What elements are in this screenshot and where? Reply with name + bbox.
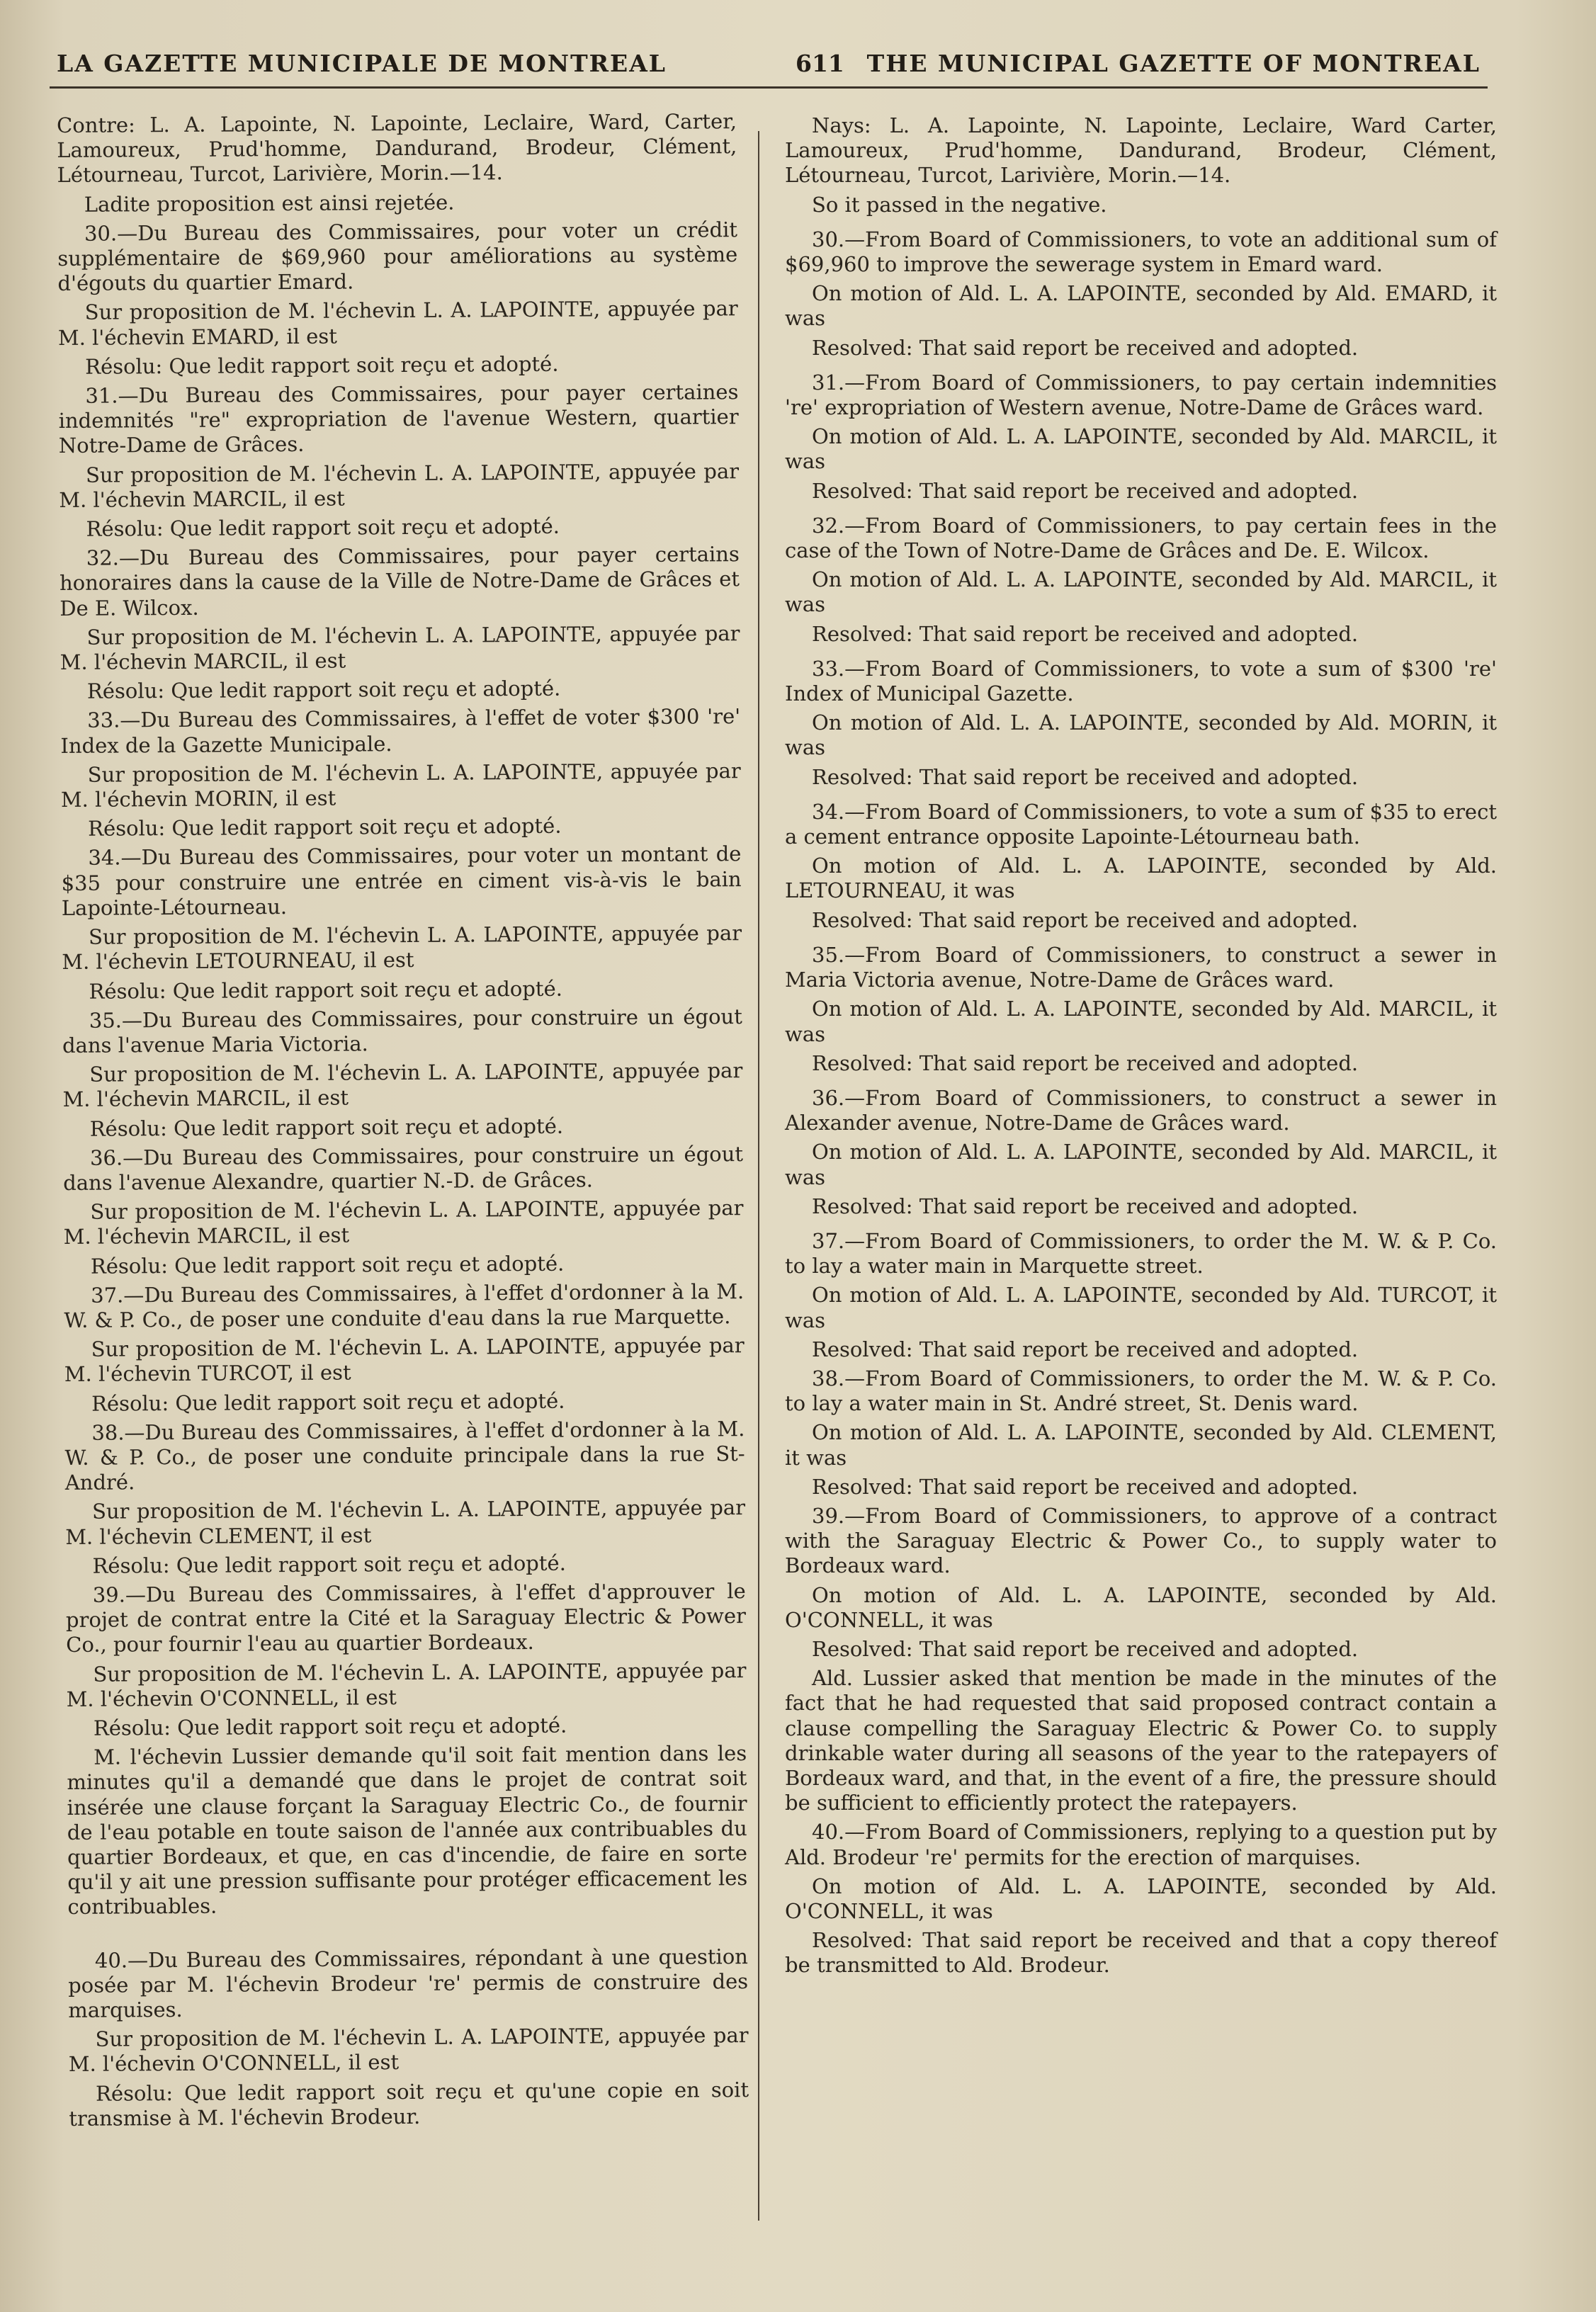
paragraph: 31.—Du Bureau des Commissaires, pour payer certaines indemnités "re" expropriation de l'avenue Western, quartier Notre-Dame de Grâces. — [58, 380, 739, 458]
paragraph: 36.—Du Bureau des Commissaires, pour construire un égout dans l'avenue Alexandre, quartier N.-D. de Grâces. — [63, 1141, 744, 1195]
english-column — [785, 113, 1497, 1983]
paragraph: On motion of Ald. L. A. LAPOINTE, seconded by Ald. LETOURNEAU, it was — [785, 854, 1497, 903]
paragraph: On motion of Ald. L. A. LAPOINTE, seconded by Ald. MARCIL, it was — [785, 424, 1497, 474]
paragraph: Sur proposition de M. l'échevin L. A. LAPOINTE, appuyée par M. l'échevin EMARD, il est — [57, 296, 738, 350]
paragraph: Résolu: Que ledit rapport soit reçu et adopté. — [86, 514, 560, 541]
paragraph: 38.—From Board of Commissioners, to order the M. W. & P. Co. to lay a water main in St. André street, St. Denis ward. — [785, 1366, 1497, 1416]
paragraph: Resolved: That said report be received and adopted. — [812, 1474, 1359, 1499]
paragraph: 32.—Du Bureau des Commissaires, pour payer certains honoraires dans la cause de la Ville de Notre-Dame de Grâces et De E. Wilcox. — [59, 542, 740, 620]
paragraph: Résolu: Que ledit rapport soit reçu et adopté. — [85, 351, 559, 379]
paragraph: Sur proposition de M. l'échevin L. A. LAPOINTE, appuyée par M. l'échevin MARCIL, il est — [62, 1058, 743, 1112]
paragraph: 31.—From Board of Commissioners, to pay certain indemnities 're' expropriation of Western avenue, Notre-Dame de Grâces ward. — [785, 370, 1497, 420]
paragraph: Resolved: That said report be received and adopted. — [812, 621, 1359, 646]
paragraph: Resolved: That said report be received and adopted. — [812, 907, 1359, 932]
header-rule — [50, 86, 1488, 89]
paragraph: Contre: L. A. Lapointe, N. Lapointe, Leclaire, Ward, Carter, Lamoureux, Prud'homme, Dandurand, Brodeur, Clément, Létourneau, Turcot, Larivière, Morin.—14. — [57, 109, 737, 188]
paragraph: On motion of Ald. L. A. LAPOINTE, seconded by Ald. EMARD, it was — [785, 281, 1497, 331]
paragraph: Résolu: Que ledit rapport soit reçu et adopté. — [92, 1551, 566, 1578]
paragraph: Resolved: That said report be received and adopted. — [812, 335, 1359, 360]
paragraph: Sur proposition de M. l'échevin L. A. LAPOINTE, appuyée par M. l'échevin LETOURNEAU, il est — [62, 921, 742, 975]
paragraph: On motion of Ald. L. A. LAPOINTE, seconded by Ald. CLEMENT, it was — [785, 1420, 1497, 1470]
paragraph: 30.—Du Bureau des Commissaires, pour voter un crédit supplémentaire de $69,960 pour améliorations au système d'égouts du quartier Emard. — [57, 217, 738, 296]
paragraph: Résolu: Que ledit rapport soit reçu et adopté. — [91, 1388, 565, 1416]
paragraph: Sur proposition de M. l'échevin L. A. LAPOINTE, appuyée par M. l'échevin TURCOT, il est — [64, 1333, 745, 1387]
page-header — [57, 44, 1481, 86]
paragraph: 36.—From Board of Commissioners, to construct a sewer in Alexander avenue, Notre-Dame de Grâces ward. — [785, 1085, 1497, 1135]
paragraph: On motion of Ald. L. A. LAPOINTE, seconded by Ald. TURCOT, it was — [785, 1283, 1497, 1332]
paragraph: 37.—Du Bureau des Commissaires, à l'effet d'ordonner à la M. W. & P. Co., de poser une conduite d'eau dans la rue Marquette. — [64, 1279, 745, 1332]
paragraph: Resolved: That said report be received and adopted. — [812, 1337, 1359, 1361]
paragraph: On motion of Ald. L. A. LAPOINTE, seconded by Ald. O'CONNELL, it was — [785, 1874, 1497, 1923]
paragraph: Résolu: Que ledit rapport soit reçu et adopté. — [88, 813, 562, 842]
paragraph: On motion of Ald. L. A. LAPOINTE, seconded by Ald. O'CONNELL, it was — [785, 1582, 1497, 1632]
paragraph: So it passed in the negative. — [812, 192, 1107, 217]
paragraph: On motion of Ald. L. A. LAPOINTE, seconded by Ald. MARCIL, it was — [785, 567, 1497, 617]
paragraph: Sur proposition de M. l'échevin L. A. LAPOINTE, appuyée par M. l'échevin MORIN, il est — [60, 758, 741, 812]
paragraph: Resolved: That said report be received and adopted. — [812, 1194, 1359, 1218]
paragraph: On motion of Ald. L. A. LAPOINTE, seconded by Ald. MARCIL, it was — [785, 997, 1497, 1046]
paragraph: Resolved: That said report be received and adopted. — [812, 764, 1359, 789]
paragraph: Nays: L. A. Lapointe, N. Lapointe, Leclaire, Ward Carter, Lamoureux, Prud'homme, Dandurand, Brodeur, Clément, Létourneau, Turcot, Larivière, Morin.—14. — [785, 113, 1497, 188]
paragraph: 39.—From Board of Commissioners, to approve of a contract with the Saraguay Electric & Power Co., to supply water to Bordeaux ward. — [785, 1503, 1497, 1578]
paragraph: Sur proposition de M. l'échevin L. A. LAPOINTE, appuyée par M. l'échevin CLEMENT, il est — [65, 1495, 746, 1549]
paragraph: Résolu: Que ledit rapport soit reçu et adopté. — [86, 676, 561, 704]
paragraph: Ladite proposition est ainsi rejetée. — [84, 190, 455, 217]
paragraph: Sur proposition de M. l'échevin L. A. LAPOINTE, appuyée par M. l'échevin MARCIL, il est — [63, 1196, 744, 1250]
paragraph: Sur proposition de M. l'échevin L. A. LAPOINTE, appuyée par M. l'échevin MARCIL, il est — [59, 458, 740, 512]
paragraph: 34.—From Board of Commissioners, to vote a sum of $35 to erect a cement entrance opposite Lapointe-Létourneau bath. — [785, 799, 1497, 849]
paragraph: 33.—From Board of Commissioners, to vote a sum of $300 're' Index of Municipal Gazette. — [785, 656, 1497, 706]
column-divider — [758, 131, 759, 2221]
page-number: 611 — [796, 50, 844, 77]
paragraph: Sur proposition de M. l'échevin L. A. LAPOINTE, appuyée par M. l'échevin O'CONNELL, il est — [68, 2023, 749, 2077]
paragraph: Résolu: Que ledit rapport soit reçu et adopté. — [90, 1251, 565, 1279]
paragraph: 35.—Du Bureau des Commissaires, pour construire un égout dans l'avenue Maria Victoria. — [62, 1004, 742, 1058]
paragraph: 30.—From Board of Commissioners, to vote an additional sum of $69,960 to improve the sewerage system in Emard ward. — [785, 227, 1497, 277]
paragraph: 35.—From Board of Commissioners, to construct a sewer in Maria Victoria avenue, Notre-Dame de Grâces ward. — [785, 942, 1497, 992]
paragraph: 40.—Du Bureau des Commissaires, répondant à une question posée par M. l'échevin Brodeur 're' permis de construire des marquises. — [68, 1944, 749, 2022]
header-left-title: LA GAZETTE MUNICIPALE DE MONTREAL — [57, 50, 667, 77]
paragraph: On motion of Ald. L. A. LAPOINTE, seconded by Ald. MORIN, it was — [785, 710, 1497, 760]
paragraph: 32.—From Board of Commissioners, to pay certain fees in the case of the Town of Notre-Dame de Grâces and De. E. Wilcox. — [785, 513, 1497, 563]
paragraph: Résolu: Que ledit rapport soit reçu et adopté. — [93, 1713, 567, 1740]
paragraph: 37.—From Board of Commissioners, to order the M. W. & P. Co. to lay a water main in Marquette street. — [785, 1228, 1497, 1279]
paragraph: Resolved: That said report be received and adopted. — [812, 1636, 1359, 1661]
paragraph: 38.—Du Bureau des Commissaires, à l'effet d'ordonner à la M. W. & P. Co., de poser une conduite principale dans la rue St-André. — [64, 1416, 745, 1495]
paragraph: Resolved: That said report be received and adopted. — [812, 1050, 1359, 1075]
paragraph: Résolu: Que ledit rapport soit reçu et adopté. — [89, 1114, 564, 1141]
paragraph: 40.—From Board of Commissioners, replying to a question put by Ald. Brodeur 're' permits for the erection of marquises. — [785, 1820, 1497, 1869]
french-column — [57, 109, 749, 2136]
paragraph: Resolved: That said report be received and adopted. — [812, 478, 1359, 503]
paragraph: Résolu: Que ledit rapport soit reçu et adopté. — [89, 976, 563, 1004]
paragraph: Résolu: Que ledit rapport soit reçu et qu'une copie en soit transmise à M. l'échevin Brodeur. — [69, 2077, 749, 2131]
paragraph: Resolved: That said report be received and that a copy thereof be transmitted to Ald. Brodeur. — [785, 1928, 1497, 1978]
paragraph: Ald. Lussier asked that mention be made in the minutes of the fact that he had requested that said proposed contract contain a clause compelling the Saraguay Electric & Power Co. to supply drinkable water during all seasons of the year to the ratepayers of Bordeaux ward, and that, in the event of a fire, the pressure should be sufficient to efficiently protect the ratepayers. — [785, 1666, 1497, 1815]
paragraph: 39.—Du Bureau des Commissaires, à l'effet d'approuver le projet de contrat entre la Cité et la Saraguay Electric & Power Co., pour fournir l'eau au quartier Bordeaux. — [65, 1579, 747, 1658]
paragraph: Sur proposition de M. l'échevin L. A. LAPOINTE, appuyée par M. l'échevin O'CONNELL, il est — [66, 1658, 747, 1711]
header-right-title: THE MUNICIPAL GAZETTE OF MONTREAL — [866, 50, 1481, 77]
paragraph: Sur proposition de M. l'échevin L. A. LAPOINTE, appuyée par M. l'échevin MARCIL, il est — [60, 620, 740, 675]
paragraph: 34.—Du Bureau des Commissaires, pour voter un montant de $35 pour construire une entrée en ciment vis-à-vis le bain Lapointe-Létourneau. — [61, 842, 742, 920]
paragraph: M. l'échevin Lussier demande qu'il soit fait mention dans les minutes qu'il a demandé que dans le projet de contrat soit insérée une clause forçant la Saraguay Electric Co., de fournir de l'eau potable en toute saison de l'année aux contribuables du quartier Bordeaux, et que, en cas d'incendie, de faire en sorte qu'il y ait une pression suffisante pour protéger efficacement les contribuables. — [67, 1741, 748, 1920]
paragraph: 33.—Du Bureau des Commissaires, à l'effet de voter $300 're' Index de la Gazette Municipale. — [60, 704, 741, 758]
paragraph: On motion of Ald. L. A. LAPOINTE, seconded by Ald. MARCIL, it was — [785, 1140, 1497, 1189]
